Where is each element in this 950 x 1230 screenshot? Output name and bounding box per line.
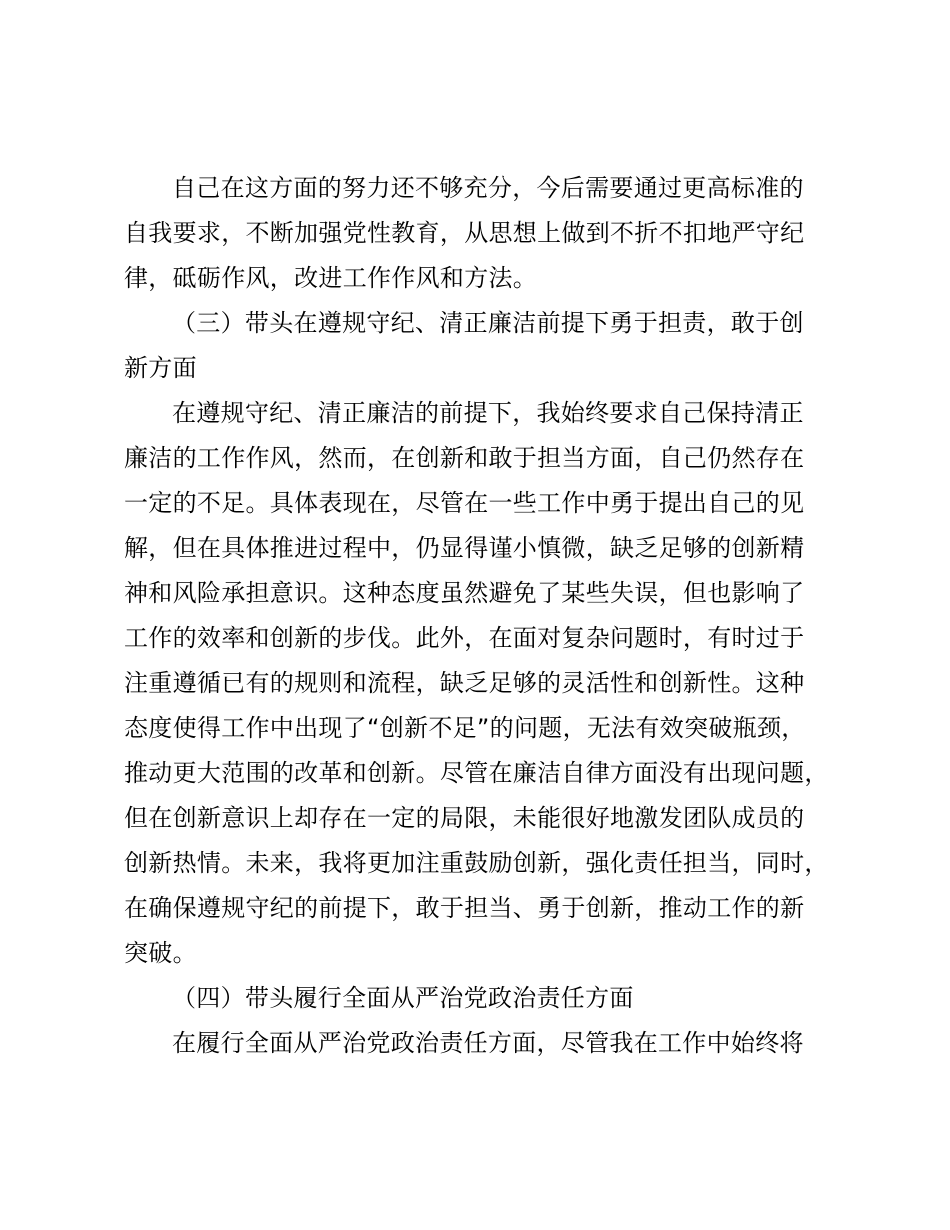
paragraph-line: 神和风险承担意识。这种态度虽然避免了某些失误，但也影响了 bbox=[124, 579, 805, 607]
paragraph-line: 在遵规守纪、清正廉洁的前提下，我始终要求自己保持清正 bbox=[172, 399, 804, 427]
paragraph-line: 推动更大范围的改革和创新。尽管在廉洁自律方面没有出现问题， bbox=[124, 759, 829, 787]
section-heading-3: （三）带头在遵规守纪、清正廉洁前提下勇于担责，敢于创 bbox=[172, 309, 804, 337]
section-heading-4: （四）带头履行全面从严治党政治责任方面 bbox=[172, 984, 634, 1012]
paragraph-line: 态度使得工作中出现了“创新不足”的问题，无法有效突破瓶颈， bbox=[124, 714, 806, 742]
paragraph-line: 工作的效率和创新的步伐。此外，在面对复杂问题时，有时过于 bbox=[124, 624, 805, 652]
paragraph-line: 律，砥砺作风，改进工作作风和方法。 bbox=[124, 264, 538, 292]
section-heading-3-continued: 新方面 bbox=[124, 354, 197, 382]
paragraph-line: 自己在这方面的努力还不够充分，今后需要通过更高标准的 bbox=[172, 174, 804, 202]
paragraph-line: 创新热情。未来，我将更加注重鼓励创新，强化责任担当，同时， bbox=[124, 849, 829, 877]
paragraph-line: 廉洁的工作作风，然而，在创新和敢于担当方面，自己仍然存在 bbox=[124, 444, 805, 472]
paragraph-line: 在履行全面从严治党政治责任方面，尽管我在工作中始终将 bbox=[172, 1029, 804, 1057]
paragraph-line: 自我要求，不断加强党性教育，从思想上做到不折不扣地严守纪 bbox=[124, 219, 805, 247]
paragraph-line: 注重遵循已有的规则和流程，缺乏足够的灵活性和创新性。这种 bbox=[124, 669, 805, 697]
paragraph-line: 一定的不足。具体表现在，尽管在一些工作中勇于提出自己的见 bbox=[124, 489, 805, 517]
paragraph-line: 突破。 bbox=[124, 939, 197, 967]
paragraph-line: 在确保遵规守纪的前提下，敢于担当、勇于创新，推动工作的新 bbox=[124, 894, 805, 922]
paragraph-line: 但在创新意识上却存在一定的局限，未能很好地激发团队成员的 bbox=[124, 804, 805, 832]
paragraph-line: 解，但在具体推进过程中，仍显得谨小慎微，缺乏足够的创新精 bbox=[124, 534, 805, 562]
